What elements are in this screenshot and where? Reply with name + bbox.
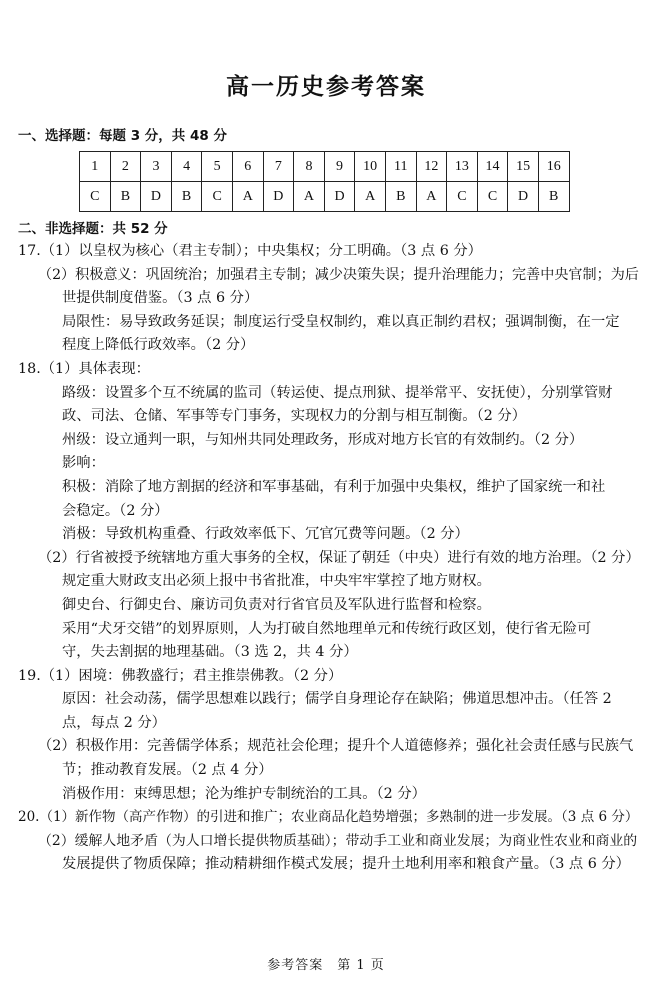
answer-body — [18, 240, 640, 877]
question-number: 7 — [263, 152, 294, 182]
question-number: 13 — [447, 152, 478, 182]
question-number: 11 — [385, 152, 416, 182]
answer-line: 17.（1）以皇权为核心（君主专制）；中央集权；分工明确。（3 点 6 分） — [18, 243, 482, 259]
answer-cell: C — [80, 182, 111, 212]
answer-line: 政、司法、仓储、军事等专门事务，实现权力的分割与相互制衡。（2 分） — [62, 408, 526, 425]
answer-line: （2）积极作用：完善儒学体系；规范社会伦理；提升个人道德修养；强化社会责任感与民族气 — [38, 738, 634, 755]
answer-line: 发展提供了物质保障；推动精耕细作模式发展；提升土地利用率和粮食产量。（3 点 6 分） — [62, 856, 630, 873]
answer-line: 消极作用：束缚思想；沦为维护专制统治的工具。（2 分） — [62, 785, 426, 802]
question-number: 3 — [141, 152, 172, 182]
answer-line: （2）缓解人地矛盾（为人口增长提供物质基础）；带动手工业和商业发展；为商业性农业和商业的 — [38, 832, 638, 849]
answer-cell: B — [171, 182, 202, 212]
question-number: 9 — [324, 152, 355, 182]
answer-line: 原因：社会动荡，儒学思想难以践行；儒学自身理论存在缺陷；佛道思想冲击。（任答 2 — [62, 691, 612, 708]
answer-line: 18.（1）具体表现： — [18, 360, 150, 377]
answer-table — [79, 151, 570, 212]
answer-cell: B — [110, 182, 141, 212]
answer-line: （2）行省被授予统辖地方重大事务的全权，保证了朝廷（中央）进行有效的地方治理。（2 分） — [38, 549, 640, 566]
section-1-heading: 一、选择题：每题 3 分，共 48 分 — [18, 128, 227, 144]
answer-line: （2）积极意义：巩固统治；加强君主专制；减少决策失误；提升治理能力；完善中央官制；为后 — [38, 266, 639, 283]
answer-cell: D — [263, 182, 294, 212]
answer-row — [80, 182, 570, 212]
question-number: 12 — [416, 152, 447, 182]
question-number: 6 — [232, 152, 263, 182]
answer-line: 积极：消除了地方割据的经济和军事基础，有利于加强中央集权，维护了国家统一和社 — [62, 478, 606, 495]
answer-line: 采用“犬牙交错”的划界原则，人为打破自然地理单元和传统行政区划，使行省无险可 — [62, 620, 592, 637]
section-2-heading: 二、非选择题：共 52 分 — [18, 221, 168, 237]
answer-line: 消极：导致机构重叠、行政效率低下、冗官冗费等问题。（2 分） — [62, 526, 469, 543]
question-number: 10 — [355, 152, 386, 182]
answer-line: 局限性：易导致政务延误；制度运行受皇权制约，难以真正制约君权；强调制衡，在一定 — [62, 313, 620, 330]
question-number: 15 — [508, 152, 539, 182]
question-number-row — [80, 152, 570, 182]
question-number: 16 — [538, 152, 569, 182]
answer-cell: A — [355, 182, 386, 212]
answer-cell: A — [294, 182, 325, 212]
question-number: 14 — [477, 152, 508, 182]
answer-cell: B — [385, 182, 416, 212]
answer-line: 节；推动教育发展。（2 点 4 分） — [62, 762, 273, 779]
question-number: 2 — [110, 152, 141, 182]
answer-cell: D — [508, 182, 539, 212]
answer-line: 世提供制度借鉴。（3 点 6 分） — [62, 290, 259, 307]
page-title: 高一历史参考答案 — [226, 74, 426, 100]
answer-line: 影响： — [62, 455, 105, 472]
question-number: 1 — [80, 152, 111, 182]
answer-line: 守，失去割据的地理基础。（3 选 2，共 4 分） — [62, 644, 358, 661]
answer-line: 会稳定。（2 分） — [62, 502, 169, 519]
question-number: 4 — [171, 152, 202, 182]
answer-cell: C — [202, 182, 233, 212]
answer-line: 州级：设立通判一职，与知州共同处理政务，形成对地方长官的有效制约。（2 分） — [62, 431, 584, 448]
answer-line: 御史台、行御史台、廉访司负责对行省官员及军队进行监督和检察。 — [62, 596, 491, 613]
answer-line: 规定重大财政支出必须上报中书省批准，中央牢牢掌控了地方财权。 — [62, 573, 491, 590]
answer-cell: A — [416, 182, 447, 212]
question-number: 5 — [202, 152, 233, 182]
answer-line: 点，每点 2 分） — [62, 714, 166, 731]
answer-line: 程度上降低行政效率。（2 分） — [62, 337, 255, 354]
answer-cell: D — [141, 182, 172, 212]
answer-cell: D — [324, 182, 355, 212]
answer-cell: A — [232, 182, 263, 212]
answer-line: 19.（1）困境：佛教盛行；君主推崇佛教。（2 分） — [18, 667, 343, 684]
answer-line: 20.（1）新作物（高产作物）的引进和推广；农业商品化趋势增强；多熟制的进一步发展。（3 点 6 分） — [18, 809, 639, 826]
question-number: 8 — [294, 152, 325, 182]
answer-cell: B — [538, 182, 569, 212]
answer-cell: C — [477, 182, 508, 212]
answer-cell: C — [447, 182, 478, 212]
page-footer: 参考答案 第 1 页 — [267, 958, 385, 973]
answer-line: 路级：设置多个互不统属的监司（转运使、提点刑狱、提举常平、安抚使），分别掌管财 — [62, 384, 613, 401]
